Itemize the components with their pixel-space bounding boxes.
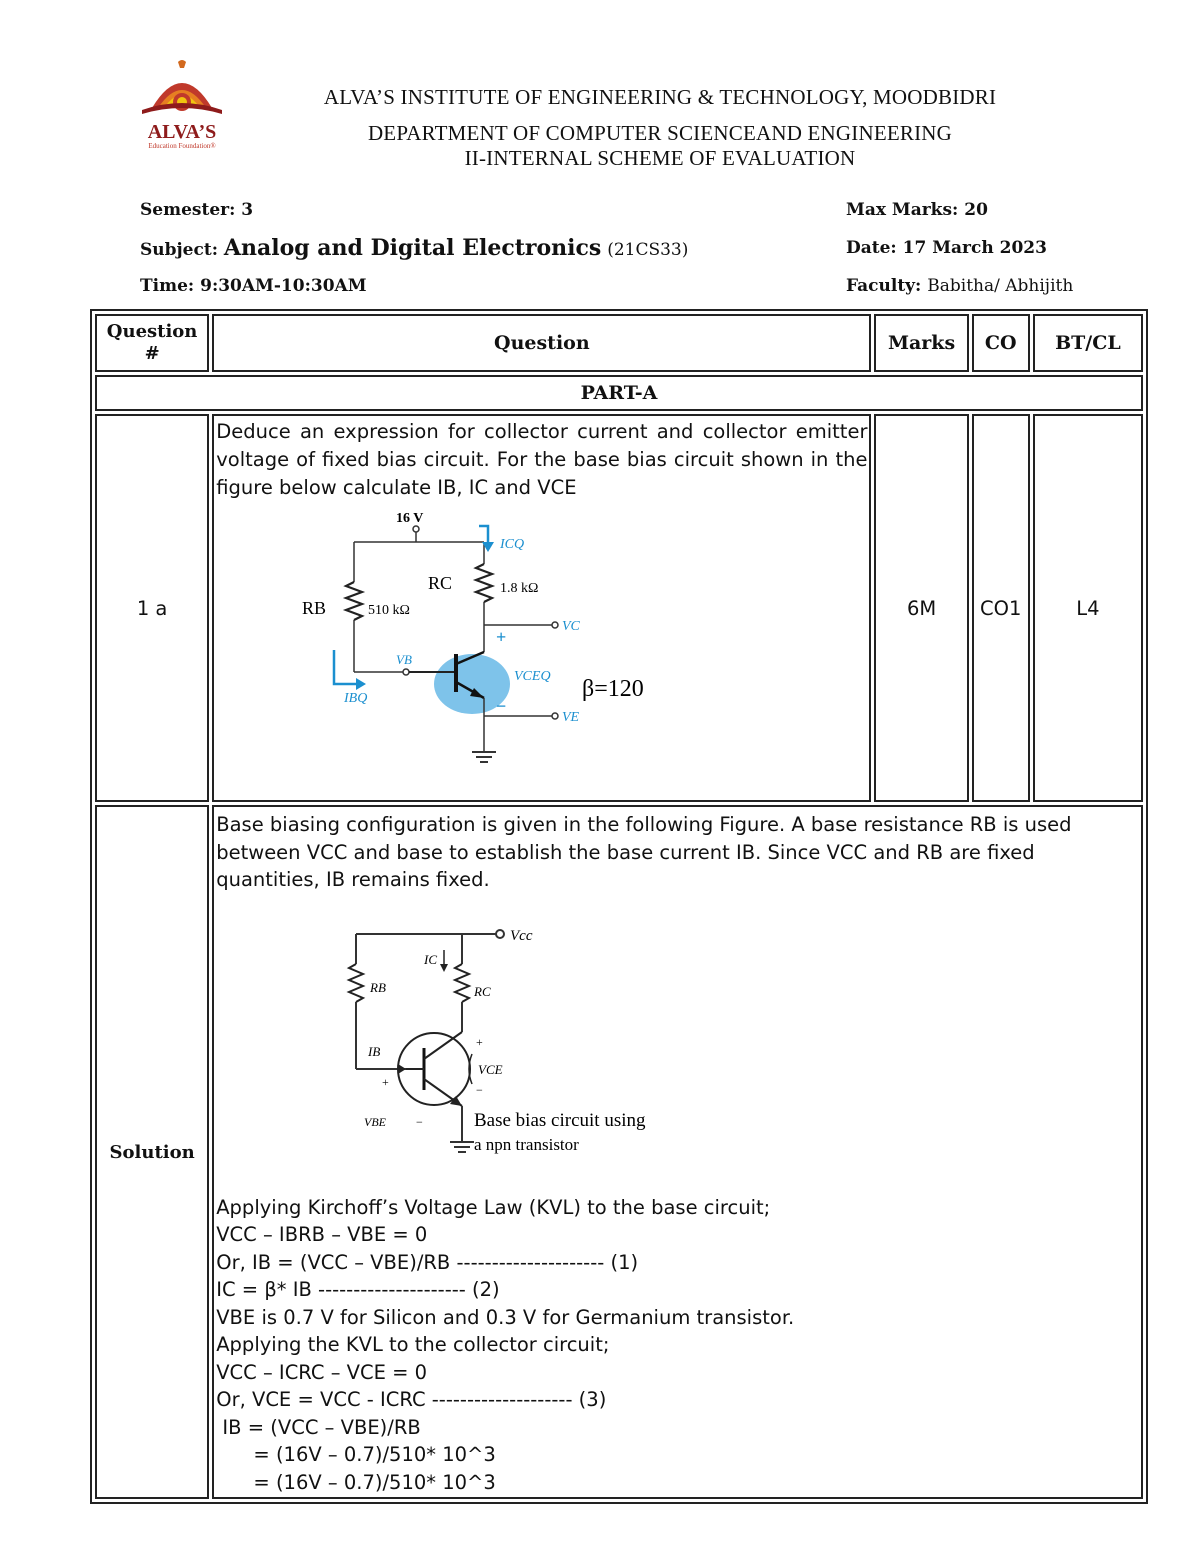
question-bt: L4: [1033, 414, 1143, 802]
solution-line: = (16V – 0.7)/510* 10^3: [216, 1443, 496, 1466]
logo-brand: ALVA’S: [147, 121, 217, 143]
subject-line: [140, 235, 688, 261]
question-text: Deduce an expression for collector current and collector emitter voltage of fixed bias circuit. For the base bias circuit shown in the figure below calculate IB, IC and VCE: [216, 420, 868, 499]
table-header-row: [95, 314, 1143, 372]
faculty-value: Babitha/ Abhijith: [927, 276, 1074, 296]
evaluation-table: [90, 309, 1148, 1504]
time-value: 9:30AM-10:30AM: [200, 276, 367, 296]
question-marks: 6M: [874, 414, 968, 802]
rc-name-label: RC: [428, 573, 453, 593]
subject-code: (21CS33): [607, 240, 689, 260]
department-name: DEPARTMENT OF COMPUTER SCIENCEAND ENGINEERING: [367, 121, 953, 145]
header-marks: Marks: [874, 314, 968, 372]
sol-vbe-minus: −: [416, 1114, 423, 1129]
sol-minus-sign: −: [476, 1082, 483, 1097]
faculty-line: [846, 276, 1073, 296]
fixed-bias-circuit-figure: [256, 502, 816, 782]
institute-name: ALVA’S INSTITUTE OF ENGINEERING & TECHNOLOGY, MOODBIDRI: [323, 85, 997, 109]
sol-caption-line1: Base bias circuit using: [474, 1109, 646, 1131]
vb-label: VB: [396, 652, 413, 667]
question-number: 1 a: [95, 414, 209, 802]
sol-rc-label: RC: [474, 983, 491, 999]
vceq-label: VCEQ: [514, 669, 551, 684]
question-row: [95, 414, 1143, 802]
rb-name-label: RB: [302, 598, 327, 618]
solution-label: Solution: [95, 805, 209, 1499]
vcc-label: 16 V: [396, 511, 424, 526]
solution-line: Or, IB = (VCC – VBE)/RB --------------------- (1): [216, 1250, 639, 1274]
date-value: 17 March 2023: [902, 238, 1047, 258]
sol-ic-label: IC: [424, 951, 438, 967]
solution-line: VCC – ICRC – VCE = 0: [216, 1360, 428, 1384]
solution-line: IB = (VCC – VBE)/RB: [216, 1415, 421, 1439]
header-question: Question: [212, 314, 871, 372]
solution-row: [95, 805, 1143, 1499]
solution-line: VBE is 0.7 V for Silicon and 0.3 V for Germanium transistor.: [216, 1305, 795, 1329]
sol-ib-label: IB: [368, 1043, 381, 1059]
solution-line: Applying Kirchoff’s Voltage Law (KVL) to the base circuit;: [216, 1195, 771, 1219]
date-label: Date:: [846, 238, 897, 258]
minus-sign: −: [496, 696, 507, 716]
alvas-logo: [112, 58, 252, 153]
base-bias-circuit-figure: [316, 914, 776, 1184]
rc-value-label: 1.8 kΩ: [500, 581, 539, 596]
max-marks-value: 20: [964, 200, 988, 220]
question-cell: [212, 414, 871, 802]
semester-label: Semester:: [140, 200, 236, 220]
rb-value-label: 510 kΩ: [368, 603, 411, 618]
ve-label: VE: [562, 710, 580, 725]
semester-value: 3: [241, 200, 254, 220]
sol-vcc-label: Vcc: [510, 927, 533, 944]
time-label: Time:: [140, 276, 195, 296]
icq-label: ICQ: [500, 537, 525, 552]
part-a-heading: PART-A: [95, 375, 1143, 411]
time-line: [140, 276, 367, 296]
sol-vce-label: VCE: [478, 1061, 503, 1077]
date-line: [846, 238, 1047, 258]
header-co: CO: [972, 314, 1030, 372]
sol-vbe-plus: +: [382, 1074, 389, 1089]
max-marks-label: Max Marks:: [846, 200, 959, 220]
faculty-label: Faculty:: [846, 276, 922, 296]
plus-sign: +: [496, 627, 507, 647]
solution-derivation: [216, 1194, 1139, 1497]
solution-intro: Base biasing configuration is given in the following Figure. A base resistance RB is used between VCC and base to establish the base current IB. Since VCC and RB are fixed quantities, IB remains fixed.: [216, 813, 1072, 891]
exam-title: II-INTERNAL SCHEME OF EVALUATION: [464, 146, 856, 170]
question-co: CO1: [972, 414, 1030, 802]
header-question-number: Question #: [95, 314, 209, 372]
solution-cell: [212, 805, 1143, 1499]
semester-line: [140, 200, 253, 220]
sol-rb-label: RB: [370, 979, 387, 995]
subject-value: Analog and Digital Electronics: [223, 235, 602, 261]
solution-line: Or, VCE = VCC - ICRC -------------------- (3): [216, 1388, 607, 1411]
header-bt: BT/CL: [1033, 314, 1143, 372]
ibq-label: IBQ: [344, 691, 368, 706]
solution-line: Applying the KVL to the collector circuit;: [216, 1333, 610, 1356]
max-marks-line: [846, 200, 988, 220]
solution-line: = (16V – 0.7)/510* 10^3: [216, 1470, 496, 1494]
part-a-row: [95, 375, 1143, 411]
sol-caption-line2: a npn transistor: [474, 1134, 580, 1154]
solution-line: VCC – IBRB – VBE = 0: [216, 1223, 428, 1246]
sol-vbe-label: VBE: [364, 1114, 387, 1129]
beta-label: β=120: [582, 676, 644, 702]
vc-label: VC: [562, 619, 581, 634]
logo-tagline: Education Foundation®: [148, 142, 216, 150]
solution-line: IC = β* IB --------------------- (2): [216, 1278, 500, 1301]
sol-plus-sign: +: [476, 1034, 483, 1049]
subject-label: Subject:: [140, 240, 218, 260]
